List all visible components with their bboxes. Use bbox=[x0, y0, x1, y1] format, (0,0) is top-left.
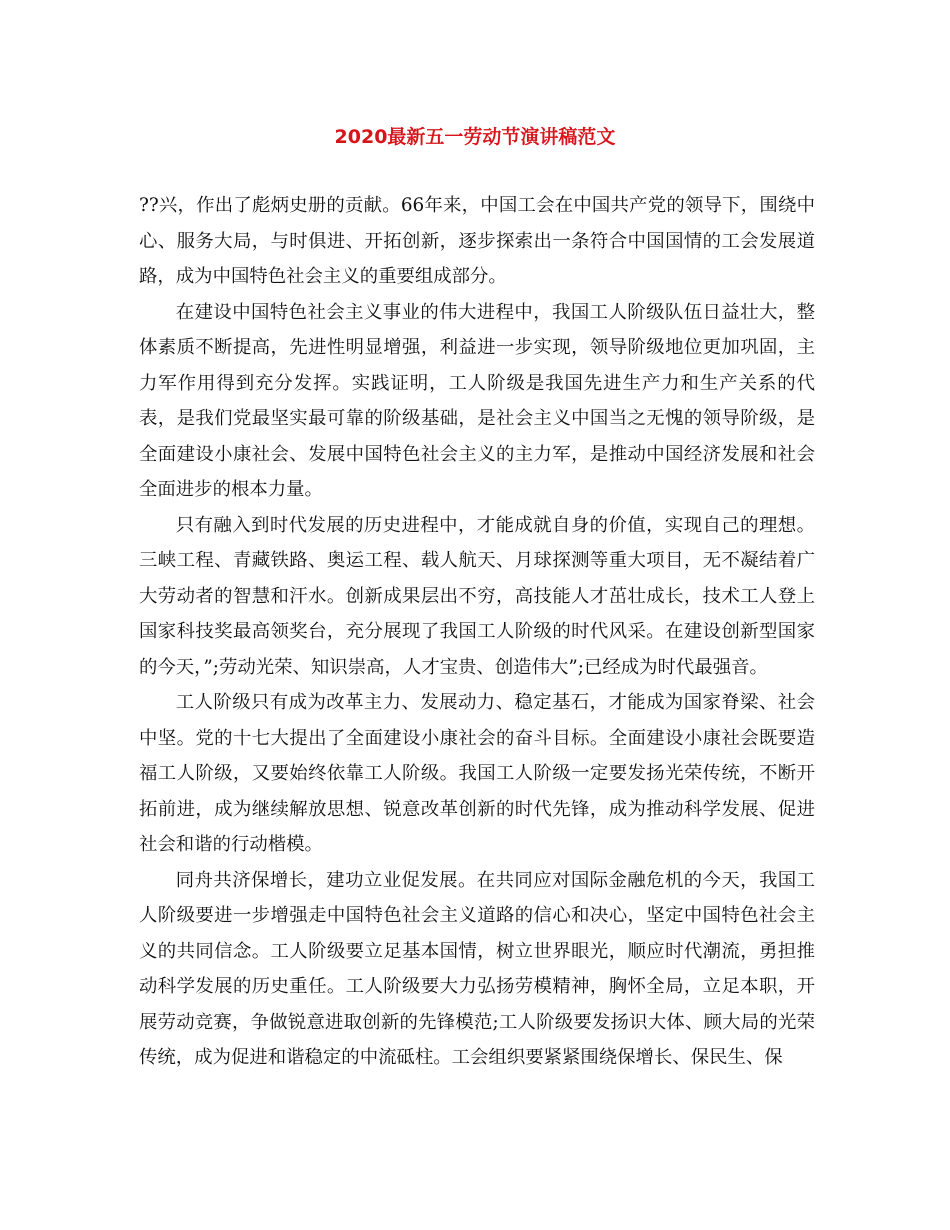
paragraph-1: ??兴，作出了彪炳史册的贡献。66年来，中国工会在中国共产党的领导下，围绕中心、服务大局，与时俱进、开拓创新，逐步探索出一条符合中国国情的工会发展道路，成为中国特色社会主义的重要组成部分。 bbox=[139, 195, 815, 287]
document-title: 2020最新五一劳动节演讲稿范文 bbox=[334, 126, 616, 148]
paragraph-5: 同舟共济保增长，建功立业促发展。在共同应对国际金融危机的今天，我国工人阶级要进一步增强走中国特色社会主义道路的信心和决心，坚定中国特色社会主义的共同信念。工人阶级要立足基本国情，树立世界眼光，顺应时代潮流，勇担推动科学发展的历史重任。工人阶级要大力弘扬劳模精神，胸怀全局，立足本职，开展劳动竞赛，争做锐意进取创新的先锋模范;工人阶级要发扬识大体、顾大局的光荣传统，成为促进和谐稳定的中流砥柱。工会组织要紧紧围绕保增长、保民生、保 bbox=[139, 869, 815, 1068]
paragraph-3: 只有融入到时代发展的历史进程中，才能成就自身的价值，实现自己的理想。三峡工程、青藏铁路、奥运工程、载人航天、月球探测等重大项目，无不凝结着广大劳动者的智慧和汗水。创新成果层出不穷，高技能人才茁壮成长，技术工人登上国家科技奖最高领奖台，充分展现了我国工人阶级的时代风采。在建设创新型国家的今天，”;劳动光荣、知识崇高，人才宝贵、创造伟大”;已经成为时代最强音。 bbox=[139, 514, 815, 678]
paragraph-4: 工人阶级只有成为改革主力、发展动力、稳定基石，才能成为国家脊梁、社会中坚。党的十七大提出了全面建设小康社会的奋斗目标。全面建设小康社会既要造福工人阶级，又要始终依靠工人阶级。我国工人阶级一定要发扬光荣传统，不断开拓前进，成为继续解放思想、锐意改革创新的时代先锋，成为推动科学发展、促进社会和谐的行动楷模。 bbox=[139, 692, 815, 855]
paragraph-2: 在建设中国特色社会主义事业的伟大进程中，我国工人阶级队伍日益壮大，整体素质不断提高，先进性明显增强，利益进一步实现，领导阶级地位更加巩固，主力军作用得到充分发挥。实践证明，工人阶级是我国先进生产力和生产关系的代表，是我们党最坚实最可靠的阶级基础，是社会主义中国当之无愧的领导阶级，是全面建设小康社会、发展中国特色社会主义的主力军，是推动中国经济发展和社会全面进步的根本力量。 bbox=[139, 301, 815, 500]
document-body bbox=[139, 188, 815, 1076]
